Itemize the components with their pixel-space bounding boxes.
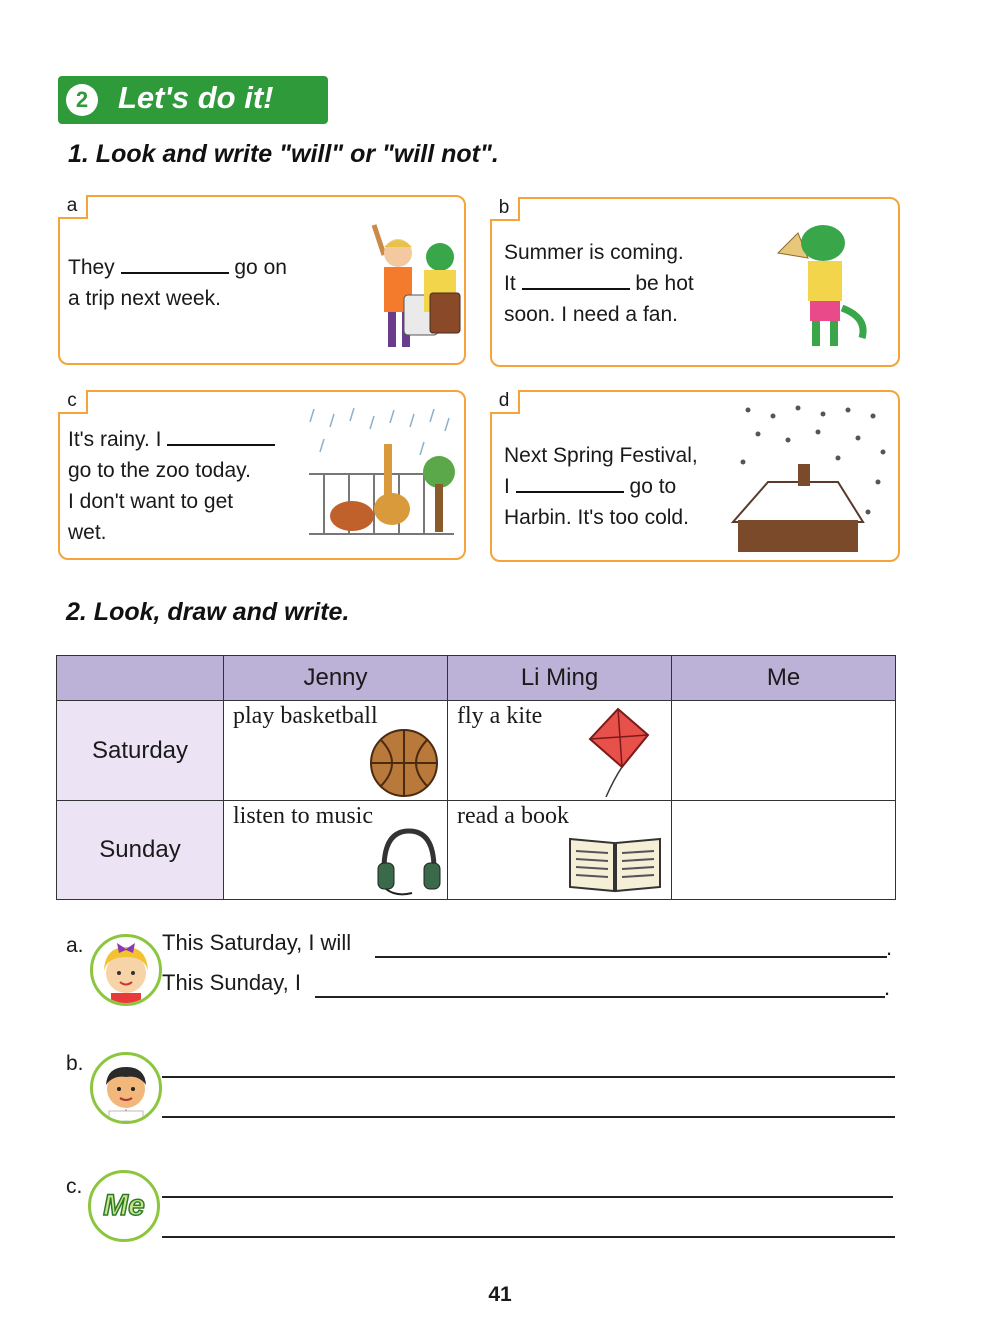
table-cell-me-saturday[interactable] — [671, 700, 896, 801]
box-letter: c — [58, 390, 88, 414]
table-header-empty — [56, 655, 224, 701]
period-mark: . — [884, 975, 891, 1000]
row-label-saturday: Saturday — [56, 700, 224, 801]
answer-blank[interactable] — [522, 270, 630, 290]
item-label-c: c. — [66, 1175, 83, 1198]
activities-table — [56, 655, 896, 900]
item-label-a: a. — [66, 934, 84, 957]
sentence-saturday: This Saturday, I will — [162, 930, 352, 955]
table-cell-jenny-sunday: listen to music — [223, 800, 448, 900]
answer-line-saturday[interactable] — [375, 956, 887, 958]
dinosaur-with-fan-picture — [768, 213, 878, 358]
exercise-1-title: 1. Look and write "will" or "will not". — [68, 140, 499, 168]
box-b-text: Summer is coming. It be hot soon. I need a fan. — [504, 241, 694, 326]
exercise-box-b — [490, 197, 900, 367]
answer-blank[interactable] — [121, 254, 229, 274]
exercise-box-a — [58, 195, 466, 365]
table-cell-me-sunday[interactable] — [671, 800, 896, 900]
me-avatar — [88, 1170, 160, 1242]
answer-blank[interactable] — [167, 426, 275, 446]
answer-line-c-2[interactable] — [162, 1236, 895, 1238]
box-letter: a — [58, 195, 88, 219]
exercise-2-title: 2. Look, draw and write. — [66, 598, 350, 626]
section-number: 2 — [66, 84, 98, 116]
item-label-b: b. — [66, 1052, 84, 1075]
basketball-icon — [368, 727, 440, 799]
table-header-jenny: Jenny — [223, 655, 448, 701]
table-header-me: Me — [671, 655, 896, 701]
snowy-house-picture — [728, 402, 893, 552]
box-letter: d — [490, 390, 520, 414]
row-label-sunday: Sunday — [56, 800, 224, 900]
table-cell-liming-saturday: fly a kite — [447, 700, 672, 801]
box-a-text: They go on a trip next week. — [68, 256, 287, 310]
answer-line-b-2[interactable] — [162, 1116, 895, 1118]
answer-line-c-1[interactable] — [162, 1196, 893, 1198]
liming-avatar — [90, 1052, 162, 1124]
headphones-icon — [374, 825, 444, 899]
table-cell-jenny-saturday: play basketball — [223, 700, 448, 801]
jenny-face-icon — [93, 937, 159, 1003]
table-header-liming: Li Ming — [447, 655, 672, 701]
sentence-sunday: This Sunday, I — [162, 970, 301, 995]
table-cell-liming-sunday: read a book — [447, 800, 672, 900]
exercise-box-c — [58, 390, 466, 560]
box-letter: b — [490, 197, 520, 221]
page-number: 41 — [488, 1283, 512, 1306]
section-banner-title: Let's do it! — [118, 80, 274, 115]
answer-blank[interactable] — [516, 473, 624, 493]
kite-icon — [578, 705, 658, 801]
exercise-box-d — [490, 390, 900, 562]
answer-line-sunday[interactable] — [315, 996, 885, 998]
box-c-text: It's rainy. I go to the zoo today. I don't want to get wet. — [68, 424, 275, 548]
me-badge-text: Me — [103, 1189, 145, 1222]
section-banner — [58, 76, 328, 124]
answer-line-b-1[interactable] — [162, 1076, 895, 1078]
jenny-avatar — [90, 934, 162, 1006]
period-mark: . — [886, 935, 893, 960]
rainy-zoo-picture — [304, 404, 459, 544]
liming-face-icon — [93, 1055, 159, 1121]
children-travel-picture — [312, 205, 462, 360]
open-book-icon — [566, 833, 664, 895]
box-d-text: Next Spring Festival, I go to Harbin. It's too cold. — [504, 444, 698, 529]
